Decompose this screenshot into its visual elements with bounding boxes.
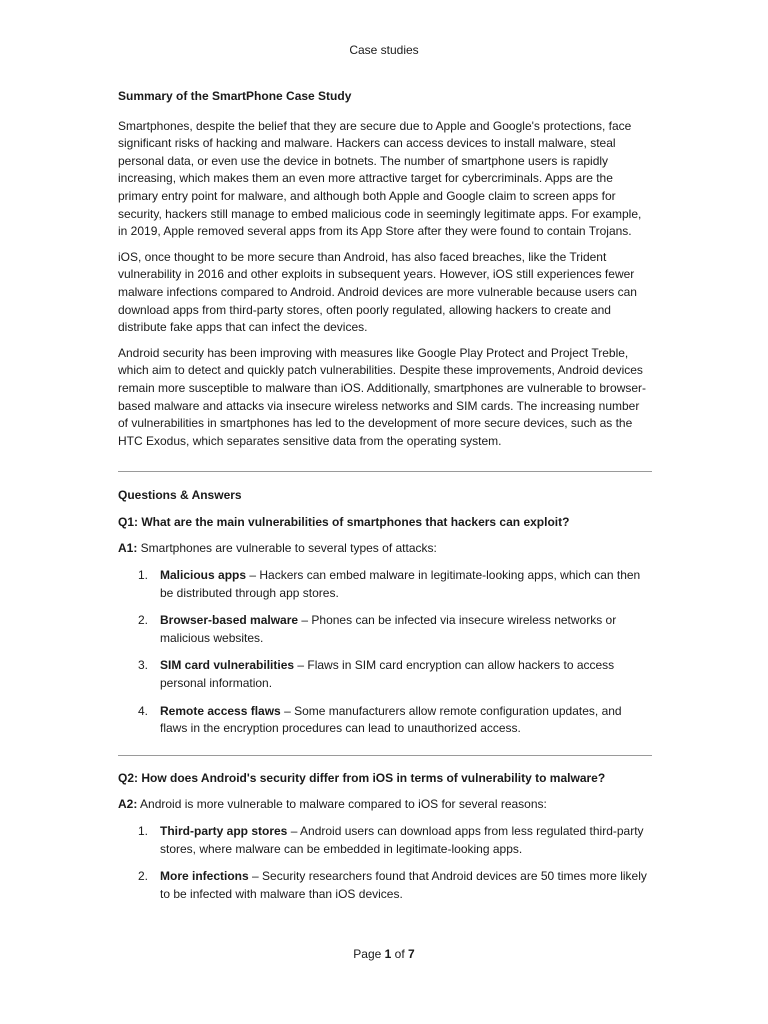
- list-text: – Hackers can embed malware in legitimate-looking apps, which can then be distributed through app stores.: [160, 568, 641, 600]
- list-text: – Security researchers found that Android devices are 50 times more likely to be infected with malware than iOS devices.: [160, 869, 647, 901]
- page-header: Case studies: [349, 43, 419, 57]
- summary-paragraph: iOS, once thought to be more secure than Android, has also faced breaches, like the Trident vulnerability in 2016 and other exploits in subsequent years. However, iOS still experiences fewer malware infections compared to Android. Android devices are more vulnerable because users can download apps from third-party stores, often poorly regulated, allowing hackers to create and distribute fake apps that can infect the devices.: [118, 249, 637, 335]
- answer-2: [118, 796, 652, 814]
- answer-text: Android is more vulnerable to malware compared to iOS for several reasons:: [137, 797, 547, 812]
- answer-label: A2:: [118, 797, 138, 812]
- list-text: – Flaws in SIM card encryption can allow hackers to access personal information.: [160, 658, 615, 691]
- list-number: 1.: [138, 824, 149, 838]
- summary-title: Summary of the SmartPhone Case Study: [118, 89, 352, 103]
- page-label: Page: [353, 947, 382, 961]
- question-2: Q2: How does Android's security differ from iOS in terms of vulnerability to malware?: [118, 770, 606, 785]
- summary-paragraph: Android security has been improving with measures like Google Play Protect and Project Treble, which aim to detect and quickly patch vulnerabilities. Despite these improvements, Android devices remain more susceptible to malware than iOS. Additionally, smartphones are vulnerable to browser-based malware and attacks via insecure wireless networks and SIM cards. The increasing number of vulnerabilities in smartphones has led to the development of more secure devices, such as the HTC Exodus, which separates sensitive data from the operating system.: [118, 345, 647, 448]
- list-number: 3.: [138, 658, 149, 673]
- list-term: Browser-based malware: [160, 613, 299, 628]
- answer-1-list: [118, 567, 652, 738]
- list-term: More infections: [160, 869, 249, 884]
- answer-1: [118, 540, 652, 558]
- list-item: [118, 567, 652, 602]
- page-content: [118, 88, 652, 913]
- list-text: – Phones can be infected via insecure wireless networks or malicious websites.: [160, 613, 617, 645]
- total-pages-number: 7: [408, 947, 415, 961]
- section-divider: [118, 471, 652, 472]
- list-term: Remote access flaws: [160, 703, 281, 718]
- list-item: [118, 657, 652, 692]
- list-item: [118, 868, 652, 903]
- current-page-number: 1: [384, 947, 392, 961]
- list-term: Malicious apps: [160, 568, 247, 583]
- qa-title: Questions & Answers: [118, 488, 242, 503]
- answer-label: A1:: [118, 541, 138, 556]
- section-divider: [118, 755, 652, 756]
- page-footer: [0, 947, 768, 962]
- list-term: SIM card vulnerabilities: [160, 658, 295, 673]
- list-item: [118, 612, 652, 647]
- list-item: [118, 703, 652, 738]
- list-number: 2.: [138, 869, 149, 884]
- list-text: – Some manufacturers allow remote configuration updates, and flaws in the encryption procedures can lead to unauthorized access.: [160, 703, 622, 736]
- list-number: 2.: [138, 613, 149, 628]
- question-1: Q1: What are the main vulnerabilities of smartphones that hackers can exploit?: [118, 514, 570, 529]
- list-number: 1.: [138, 568, 149, 583]
- list-term: Third-party app stores: [160, 824, 288, 838]
- list-number: 4.: [138, 703, 149, 718]
- list-text: – Android users can download apps from less regulated third-party stores, where malware can be embedded in legitimate-looking apps.: [160, 824, 644, 856]
- list-item: [118, 823, 652, 858]
- summary-paragraph: Smartphones, despite the belief that they are secure due to Apple and Google's protections, face significant risks of hacking and malware. Hackers can access devices to install malware, steal personal data, or even use the device in botnets. The number of smartphone users is rapidly increasing, which makes them an even more attractive target for cybercriminals. Apps are the primary entry point for malware, and although both Apple and Google claim to screen apps for security, hackers still manage to embed malicious code in seemingly legitimate apps. For example, in 2019, Apple removed several apps from its App Store after they were found to contain Trojans.: [118, 118, 642, 239]
- answer-text: Smartphones are vulnerable to several types of attacks:: [137, 541, 437, 556]
- of-label: of: [394, 947, 405, 961]
- answer-2-list: [118, 823, 652, 903]
